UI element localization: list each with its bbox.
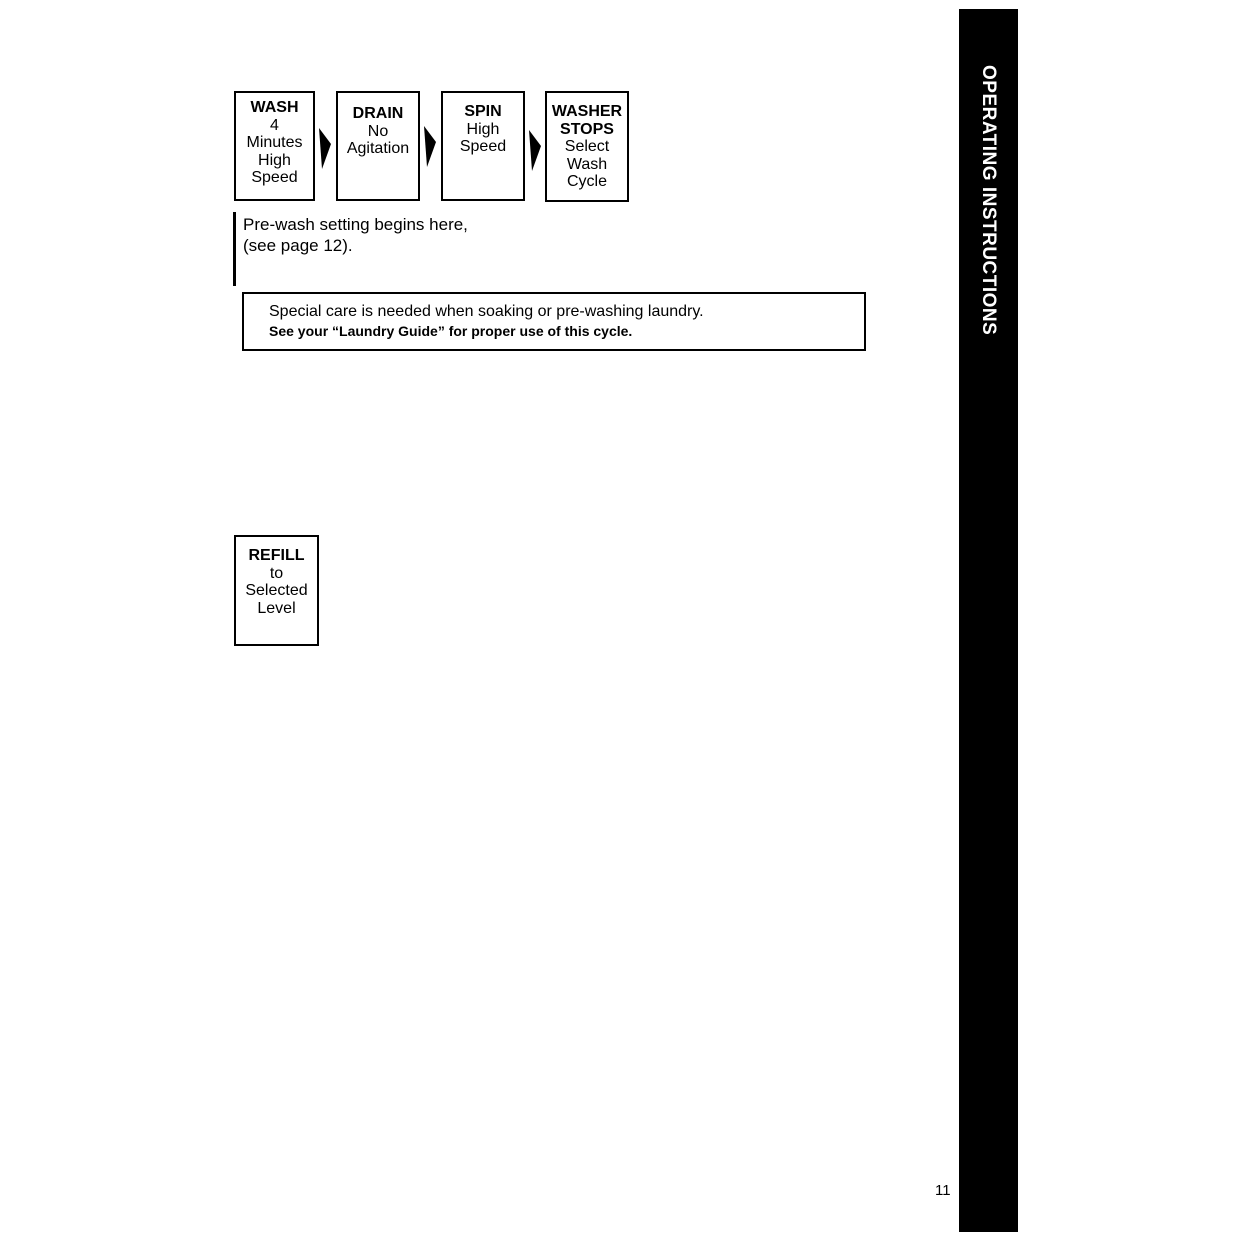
step-wash-line: Speed bbox=[251, 169, 298, 186]
caution-box bbox=[242, 292, 866, 351]
step-stops-line: Select bbox=[564, 138, 610, 155]
arrow-right-icon bbox=[528, 128, 542, 172]
step-drain-line: No bbox=[367, 122, 389, 140]
page-number: 11 bbox=[935, 1182, 951, 1199]
step-drain-line: DRAIN bbox=[352, 105, 404, 122]
arrow-right-icon bbox=[423, 124, 437, 168]
arrow-right-icon bbox=[318, 126, 332, 170]
prewash-note-line: Pre-wash setting begins here, bbox=[243, 215, 468, 234]
step-spin-line: SPIN bbox=[464, 103, 502, 120]
step-refill-line: to bbox=[269, 564, 284, 582]
step-stops-line: STOPS bbox=[560, 120, 614, 138]
step-refill-line: Level bbox=[257, 599, 296, 617]
step-stops-line: Cycle bbox=[566, 173, 607, 190]
prewash-note-line: (see page 12). bbox=[243, 236, 353, 255]
step-wash-line: Minutes bbox=[246, 134, 303, 151]
step-refill-line: REFILL bbox=[248, 547, 305, 564]
step-wash-line: High bbox=[258, 151, 291, 169]
step-spin-line: Speed bbox=[459, 138, 507, 155]
step-wash-line: 4 bbox=[270, 116, 279, 134]
step-box-washer-stops bbox=[545, 91, 629, 202]
caution-text: Special care is needed when soaking or pre-washing laundry. bbox=[269, 303, 704, 320]
step-box-drain bbox=[336, 91, 420, 201]
step-spin-line: High bbox=[466, 120, 500, 138]
prewash-note bbox=[243, 214, 468, 256]
note-marker-bar bbox=[233, 212, 236, 286]
step-box-spin bbox=[441, 91, 525, 201]
step-stops-line: WASHER bbox=[551, 103, 623, 120]
caution-guide-reference: See your “Laundry Guide” for proper use of this cycle. bbox=[269, 323, 633, 339]
step-refill-line: Selected bbox=[245, 582, 308, 599]
step-stops-line: Wash bbox=[566, 155, 608, 173]
step-box-wash bbox=[234, 91, 315, 201]
section-side-tab bbox=[959, 9, 1018, 1232]
step-wash-line: WASH bbox=[250, 99, 299, 116]
section-side-tab-label: OPERATING INSTRUCTIONS bbox=[978, 65, 999, 336]
step-drain-line: Agitation bbox=[346, 140, 410, 157]
step-box-refill bbox=[234, 535, 319, 646]
